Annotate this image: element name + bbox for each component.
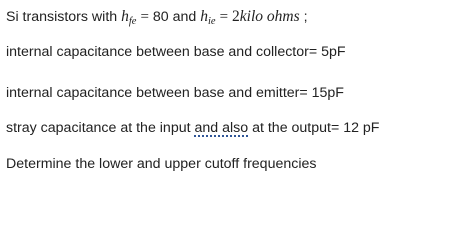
problem-statement <box>6 0 470 185</box>
task-line: Determine the lower and upper cutoff frequencies <box>6 156 317 172</box>
hie-subscript: ie <box>208 16 216 27</box>
hie-letter: h <box>200 8 208 25</box>
line1-suffix: ; <box>299 9 308 25</box>
line4-after: at the output= 12 pF <box>248 120 380 136</box>
hie-symbol <box>200 8 215 25</box>
hie-value-number: 2 <box>232 8 240 25</box>
hie-value-unit: kilo ohms <box>239 8 300 25</box>
hfe-subscript: fe <box>128 16 137 27</box>
hfe-value: 80 and <box>152 9 201 25</box>
emitter-capacitance-line: internal capacitance between base and emitter= 15pF <box>6 85 344 101</box>
grammar-flag-and-also[interactable]: and also <box>194 120 249 136</box>
equals-sign-1: = <box>140 9 149 25</box>
line4-before: stray capacitance at the input <box>6 120 195 136</box>
transistor-parameters-line <box>6 8 308 26</box>
equals-sign-2: = <box>219 9 229 25</box>
hfe-letter: h <box>121 8 129 25</box>
hfe-symbol <box>121 8 136 25</box>
collector-capacitance-line: internal capacitance between base and collector= 5pF <box>6 44 346 60</box>
line1-prefix: Si transistors with <box>6 9 122 25</box>
stray-capacitance-line <box>6 119 379 137</box>
